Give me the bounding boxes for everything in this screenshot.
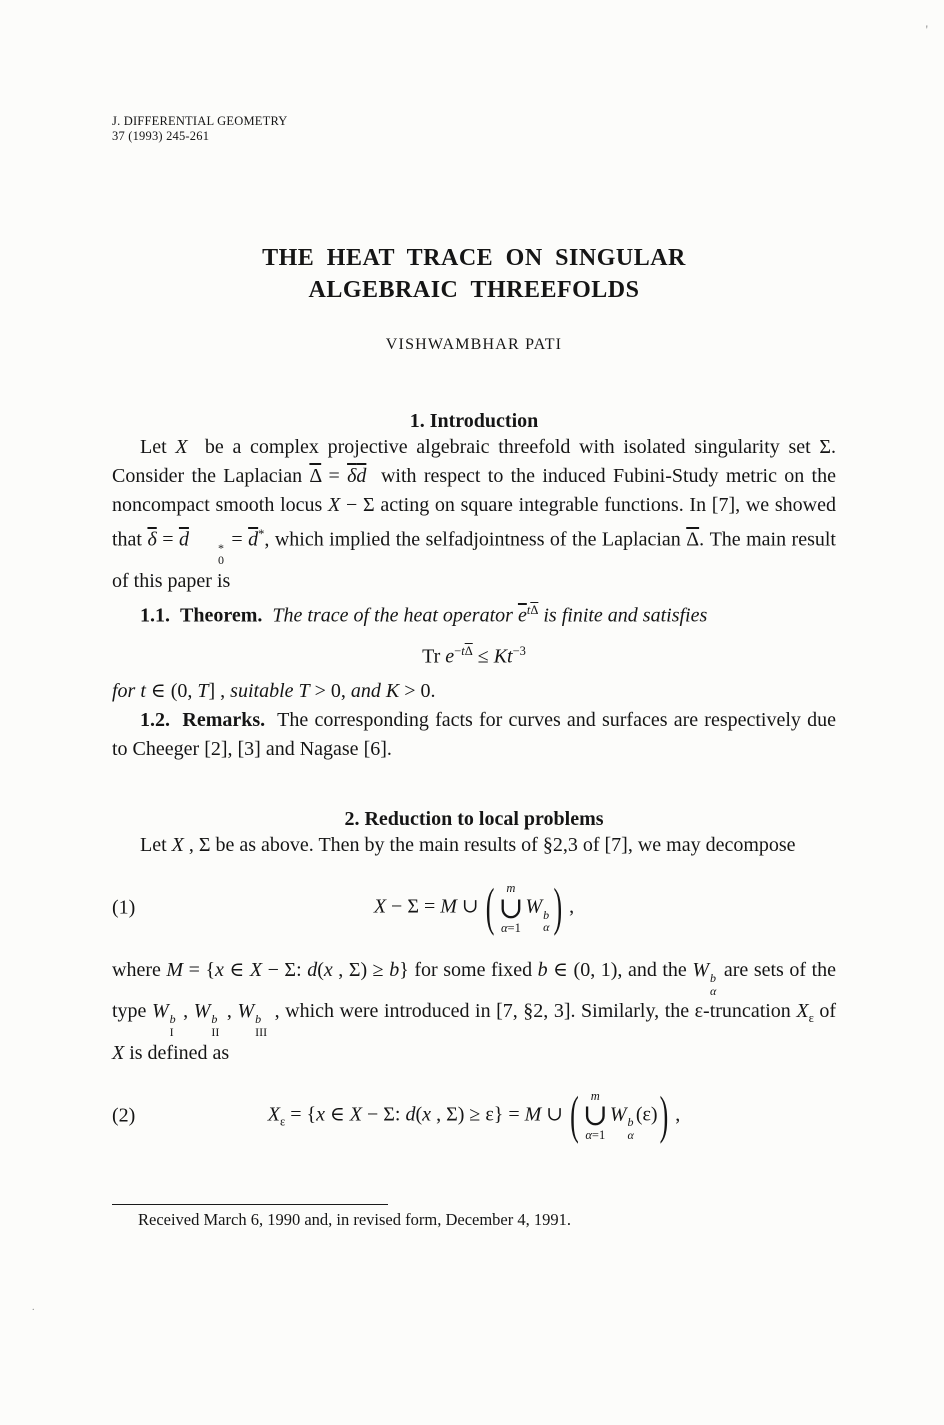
theorem-1-1-paragraph: 1.1. Theorem. The trace of the heat operator $\overline{e}^{t\overline{\Delta}}$ is finite and satisfies [140,602,708,627]
theorem-conditions-line: for t ∈ (0, T] , suitable T > 0, and K > 0. [112,680,436,703]
equation-1-row [112,875,836,941]
remarks-1-2-paragraph: 1.2. Remarks. The corresponding facts for curves and surfaces are respectively due to Cheeger [2], [3] and Nagase [6]. [112,709,836,761]
scan-speck: ' [925,22,928,37]
paper-title-line1: THE HEAT TRACE ON SINGULAR [262,245,686,271]
equation-1-number: (1) [112,896,136,919]
paper-title-line2: ALGEBRAIC THREEFOLDS [308,277,640,303]
author-name: VISHWAMBHAR PATI [385,336,563,353]
section-1-heading: 1. Introduction [409,410,539,432]
section-2-intro-paragraph: Let X , Σ be as above. Then by the main results of §2,3 of [7], we may decompose [140,834,796,857]
equation-2-number: (2) [112,1104,136,1127]
journal-name: J. DIFFERENTIAL GEOMETRY [112,114,288,128]
journal-header [112,114,836,144]
journal-issue-pages: 37 (1993) 245-261 [112,129,210,143]
footnote-rule [112,1204,388,1205]
received-dates-footnote: Received March 6, 1990 and, in revised form, December 4, 1991. [138,1210,571,1229]
paper-title [112,242,836,306]
page-content [112,0,836,1164]
footnote-area [112,1204,836,1230]
scan-speck: . [32,1302,35,1313]
where-definition-paragraph: where M = {x ∈ X − Σ: d(x , Σ) ≥ b} for some fixed b ∈ (0, 1), and the W b α are sets of the type W b I , W b II , W b III , which were introduced in [7, §2, 3]. Similarly, the ε-truncation $X_\varepsilon$ of X is defined as [112,959,837,1064]
equation-1-body: X − Σ = M ∪ ( m ∪ α=1 W b α ) , [373,877,575,937]
equation-2-row [112,1083,836,1149]
equation-2-body: $X_\varepsilon = \{x$ ∈ X − Σ: d(x , Σ) ≥ ε} = M ∪ ( m ∪ α=1 W b α (ε)) , [267,1084,681,1145]
heat-trace-inequality-equation: Tr $e^{-t\overline{\Delta}} \le Kt^{-3}$ [422,643,526,668]
section-2-heading: 2. Reduction to local problems [344,808,604,831]
intro-paragraph: Let X be a complex projective algebraic threefold with isolated singularity set Σ. Consider the Laplacian $\overline{\Delta} = \overline{\delta}\overline{d}$ with respect to the induced Fubini-Study metric on the noncompact smooth locus X − Σ acting on square integrable functions. In [7], we showed that $\overline{\delta} = \overline{d}$ * 0 = $\overline{d}^*$, which implied the selfadjointness of the Laplacian $\overline{\Delta}$. The main result of this paper is [112,436,837,592]
